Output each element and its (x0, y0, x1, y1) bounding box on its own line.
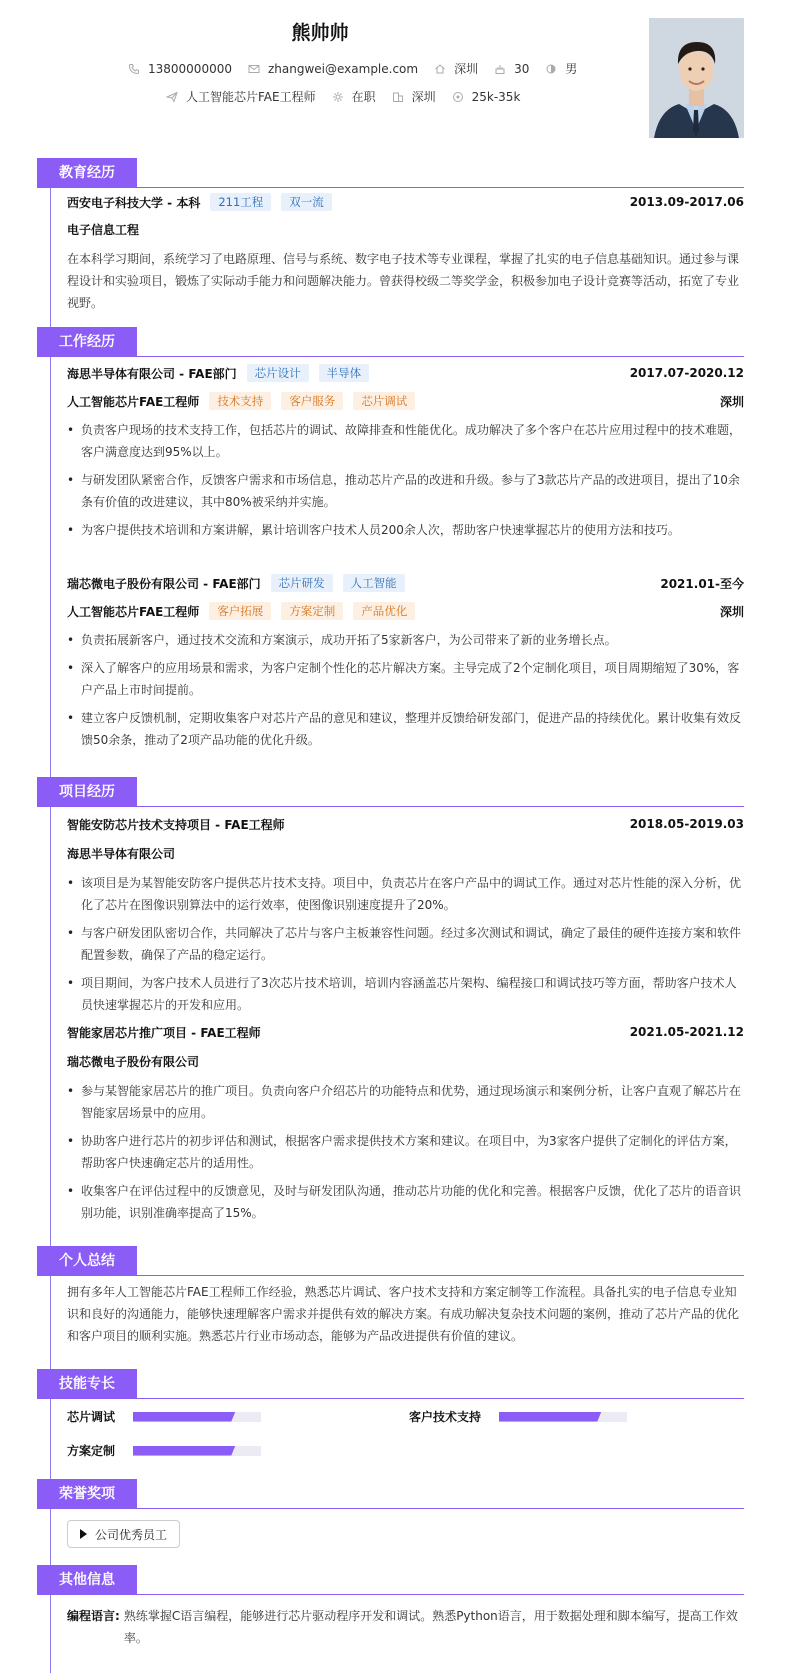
skill-bar-fill (133, 1412, 235, 1422)
target-role-text: 人工智能芯片FAE工程师 (186, 90, 316, 104)
project-bullets (67, 1080, 744, 1224)
list-item: • 负责客户现场的技术支持工作，包括芯片的调试、故障排查和性能优化。成功解决了多个客户在芯片应用过程中的技术难题，客户满意度达到95%以上。 (67, 419, 744, 463)
work-date: 2017.07-2020.12 (629, 366, 744, 380)
work-company-row (67, 361, 744, 385)
list-item: • 深入了解客户的应用场景和需求，为客户定制个性化的芯片解决方案。主导完成了2个定制化项目，项目周期缩短了30%，客户产品上市时间提前。 (67, 657, 744, 701)
work-entry (67, 361, 744, 547)
role-tag: 方案定制 (281, 602, 343, 620)
school-tag: 211工程 (210, 193, 271, 211)
work-role-row (67, 599, 744, 623)
role-name: 人工智能芯片FAE工程师 (67, 604, 200, 619)
project-entry (67, 1020, 744, 1230)
work-entry (67, 571, 744, 757)
list-item: • 该项目是为某智能安防客户提供芯片技术支持。项目中，负责芯片在客户产品中的调试工作。通过对芯片性能的深入分析，优化了芯片在图像识别算法中的运行效率，使图像识别速度提升了20%。 (67, 872, 744, 916)
list-item: • 为客户提供技术培训和方案讲解，累计培训客户技术人员200余人次，帮助客户快速掌握芯片的使用方法和技巧。 (67, 519, 744, 541)
school-tag: 双一流 (281, 193, 332, 211)
location-text: 深圳 (454, 62, 479, 76)
project-title: 智能安防芯片技术支持项目 - FAE工程师 (67, 817, 285, 832)
company-name: 瑞芯微电子股份有限公司 - FAE部门 (67, 576, 261, 591)
project-entry (67, 812, 744, 1022)
gender-text: 男 (565, 62, 578, 76)
other-info-key: 编程语言: (67, 1609, 120, 1623)
section-title: 教育经历 (37, 158, 137, 188)
project-date: 2018.05-2019.03 (629, 817, 744, 831)
project-header (67, 1020, 744, 1044)
role-tag: 技术支持 (209, 392, 271, 410)
skill-name: 方案定制 (67, 1444, 116, 1458)
section-rule (37, 806, 744, 807)
work-city: 深圳 (719, 394, 744, 409)
work-bullets (67, 419, 744, 541)
section-rule (37, 1594, 744, 1595)
salary-text: 25k-35k (471, 89, 521, 104)
work-city: 深圳 (719, 604, 744, 619)
target-city-item (392, 88, 436, 105)
gender-item (545, 60, 577, 77)
project-date: 2021.05-2021.12 (629, 1025, 744, 1039)
gender-icon (545, 63, 557, 75)
section-rule (37, 187, 744, 188)
mail-icon (248, 63, 260, 75)
timeline-line (50, 166, 51, 1673)
phone-text: 13800000000 (148, 61, 232, 76)
send-icon (166, 91, 178, 103)
section-awards (37, 1479, 744, 1509)
section-title: 其他信息 (37, 1565, 137, 1595)
status-text: 在职 (351, 90, 376, 104)
section-rule (37, 356, 744, 357)
list-item: • 项目期间，为客户技术人员进行了3次芯片技术培训，培训内容涵盖芯片架构、编程接口和调试技巧等方面，帮助客户技术人员快速掌握芯片的开发和应用。 (67, 972, 744, 1016)
skill-name: 芯片调试 (67, 1410, 116, 1424)
company-tag: 芯片研发 (271, 574, 333, 592)
contact-row (128, 60, 593, 77)
company-tag: 半导体 (319, 364, 370, 382)
list-item: • 收集客户在评估过程中的反馈意见，及时与研发团队沟通，推动芯片功能的优化和完善。根据客户反馈，优化了芯片的语音识别功能，识别准确率提高了15%。 (67, 1180, 744, 1224)
section-rule (37, 1508, 744, 1509)
section-other (37, 1565, 744, 1595)
skill-item (67, 1442, 261, 1459)
phone-icon (128, 63, 140, 75)
education-date: 2013.09-2017.06 (629, 195, 744, 209)
home-icon (434, 63, 446, 75)
location-item (434, 60, 478, 77)
other-info-row (67, 1605, 744, 1649)
project-bullets (67, 872, 744, 1016)
skill-bar-fill (133, 1446, 235, 1456)
skill-item (67, 1408, 261, 1425)
email-text: zhangwei@example.com (267, 61, 419, 76)
project-header (67, 812, 744, 836)
company-name: 海思半导体有限公司 - FAE部门 (67, 366, 237, 381)
role-tag: 客户服务 (281, 392, 343, 410)
phone-item (128, 62, 232, 76)
skill-bar (499, 1412, 627, 1422)
list-item: • 参与某智能家居芯片的推广项目。负责向客户介绍芯片的功能特点和优势，通过现场演示和案例分析，让客户直观了解芯片在智能家居场景中的应用。 (67, 1080, 744, 1124)
work-role-row (67, 389, 744, 413)
age-item (494, 62, 529, 76)
list-item: • 与客户研发团队密切合作，共同解决了芯片与客户主板兼容性问题。经过多次测试和调试，确定了最佳的硬件连接方案和软件配置参数，确保了产品的稳定运行。 (67, 922, 744, 966)
skill-item (409, 1408, 627, 1425)
email-item (248, 62, 418, 76)
award-item[interactable] (67, 1520, 180, 1548)
section-education (37, 158, 744, 188)
cake-icon (494, 63, 506, 75)
section-skills (37, 1369, 744, 1399)
list-item: • 建立客户反馈机制，定期收集客户对芯片产品的意见和建议，整理并反馈给研发部门，促进产品的持续优化。累计收集有效反馈50余条，推动了2项产品功能的优化升级。 (67, 707, 744, 751)
project-company: 瑞芯微电子股份有限公司 (67, 1055, 200, 1069)
section-title: 项目经历 (37, 777, 137, 807)
section-title: 个人总结 (37, 1246, 137, 1276)
major: 电子信息工程 (67, 223, 140, 237)
project-company: 海思半导体有限公司 (67, 847, 176, 861)
section-title: 技能专长 (37, 1369, 137, 1399)
target-role-item (166, 88, 316, 105)
section-work (37, 327, 744, 357)
coin-icon (452, 91, 464, 103)
school-name: 西安电子科技大学 - 本科 (67, 195, 201, 210)
status-item (332, 88, 376, 105)
section-rule (37, 1398, 744, 1399)
company-tag: 人工智能 (343, 574, 405, 592)
section-rule (37, 1275, 744, 1276)
salary-item (452, 90, 521, 104)
section-title: 工作经历 (37, 327, 137, 357)
role-tag: 芯片调试 (353, 392, 415, 410)
status-icon (332, 91, 344, 103)
section-title: 荣誉奖项 (37, 1479, 137, 1509)
work-bullets (67, 629, 744, 751)
summary-text: 拥有多年人工智能芯片FAE工程师工作经验，熟悉芯片调试、客户技术支持和方案定制等工作流程。具备扎实的电子信息专业知识和良好的沟通能力，能够快速理解客户需求并提供有效的解决方案。有成功解决复杂技术问题的案例，推动了芯片产品的优化和客户项目的顺利实施。熟悉芯片行业市场动态，能够为产品改进提供有价值的建议。 (67, 1285, 740, 1343)
target-city-text: 深圳 (411, 90, 436, 104)
skill-name: 客户技术支持 (409, 1410, 482, 1424)
education-header (67, 190, 744, 214)
education-entry (67, 190, 744, 314)
section-summary (37, 1246, 744, 1276)
work-date: 2021.01-至今 (660, 576, 744, 591)
skill-bar (133, 1412, 261, 1422)
section-projects (37, 777, 744, 807)
other-info-value: 熟练掌握C语言编程，能够进行芯片驱动程序开发和调试。熟悉Python语言，用于数据处理和脚本编写，提高工作效率。 (123, 1609, 738, 1645)
building-icon (392, 91, 404, 103)
age-text: 30 (514, 61, 530, 76)
education-desc: 在本科学习期间，系统学习了电路原理、信号与系统、数字电子技术等专业课程，掌握了扎实的电子信息基础知识。通过参与课程设计和实验项目，锻炼了实际动手能力和问题解决能力。曾获得校级二等奖学金，积极参加电子设计竞赛等活动，拓宽了专业视野。 (67, 252, 740, 310)
work-company-row (67, 571, 744, 595)
project-title: 智能家居芯片推广项目 - FAE工程师 (67, 1025, 261, 1040)
list-item: • 协助客户进行芯片的初步评估和测试，根据客户需求提供技术方案和建议。在项目中，为3家客户提供了定制化的评估方案，帮助客户快速确定芯片的适用性。 (67, 1130, 744, 1174)
role-name: 人工智能芯片FAE工程师 (67, 394, 200, 409)
role-tag: 客户拓展 (209, 602, 271, 620)
job-intent-row (166, 88, 536, 105)
role-tag: 产品优化 (353, 602, 415, 620)
award-label: 公司优秀员工 (95, 1527, 168, 1542)
skill-bar (133, 1446, 261, 1456)
triangle-right-icon (80, 1529, 87, 1539)
company-tag: 芯片设计 (247, 364, 309, 382)
skill-bar-fill (499, 1412, 601, 1422)
list-item: • 负责拓展新客户，通过技术交流和方案演示，成功开拓了5家新客户，为公司带来了新的业务增长点。 (67, 629, 744, 651)
profile-photo (649, 18, 744, 138)
candidate-name: 熊帅帅 (291, 22, 349, 44)
list-item: • 与研发团队紧密合作，反馈客户需求和市场信息，推动芯片产品的改进和升级。参与了3款芯片产品的改进项目，提出了10余条有价值的改进建议，其中80%被采纳并实施。 (67, 469, 744, 513)
